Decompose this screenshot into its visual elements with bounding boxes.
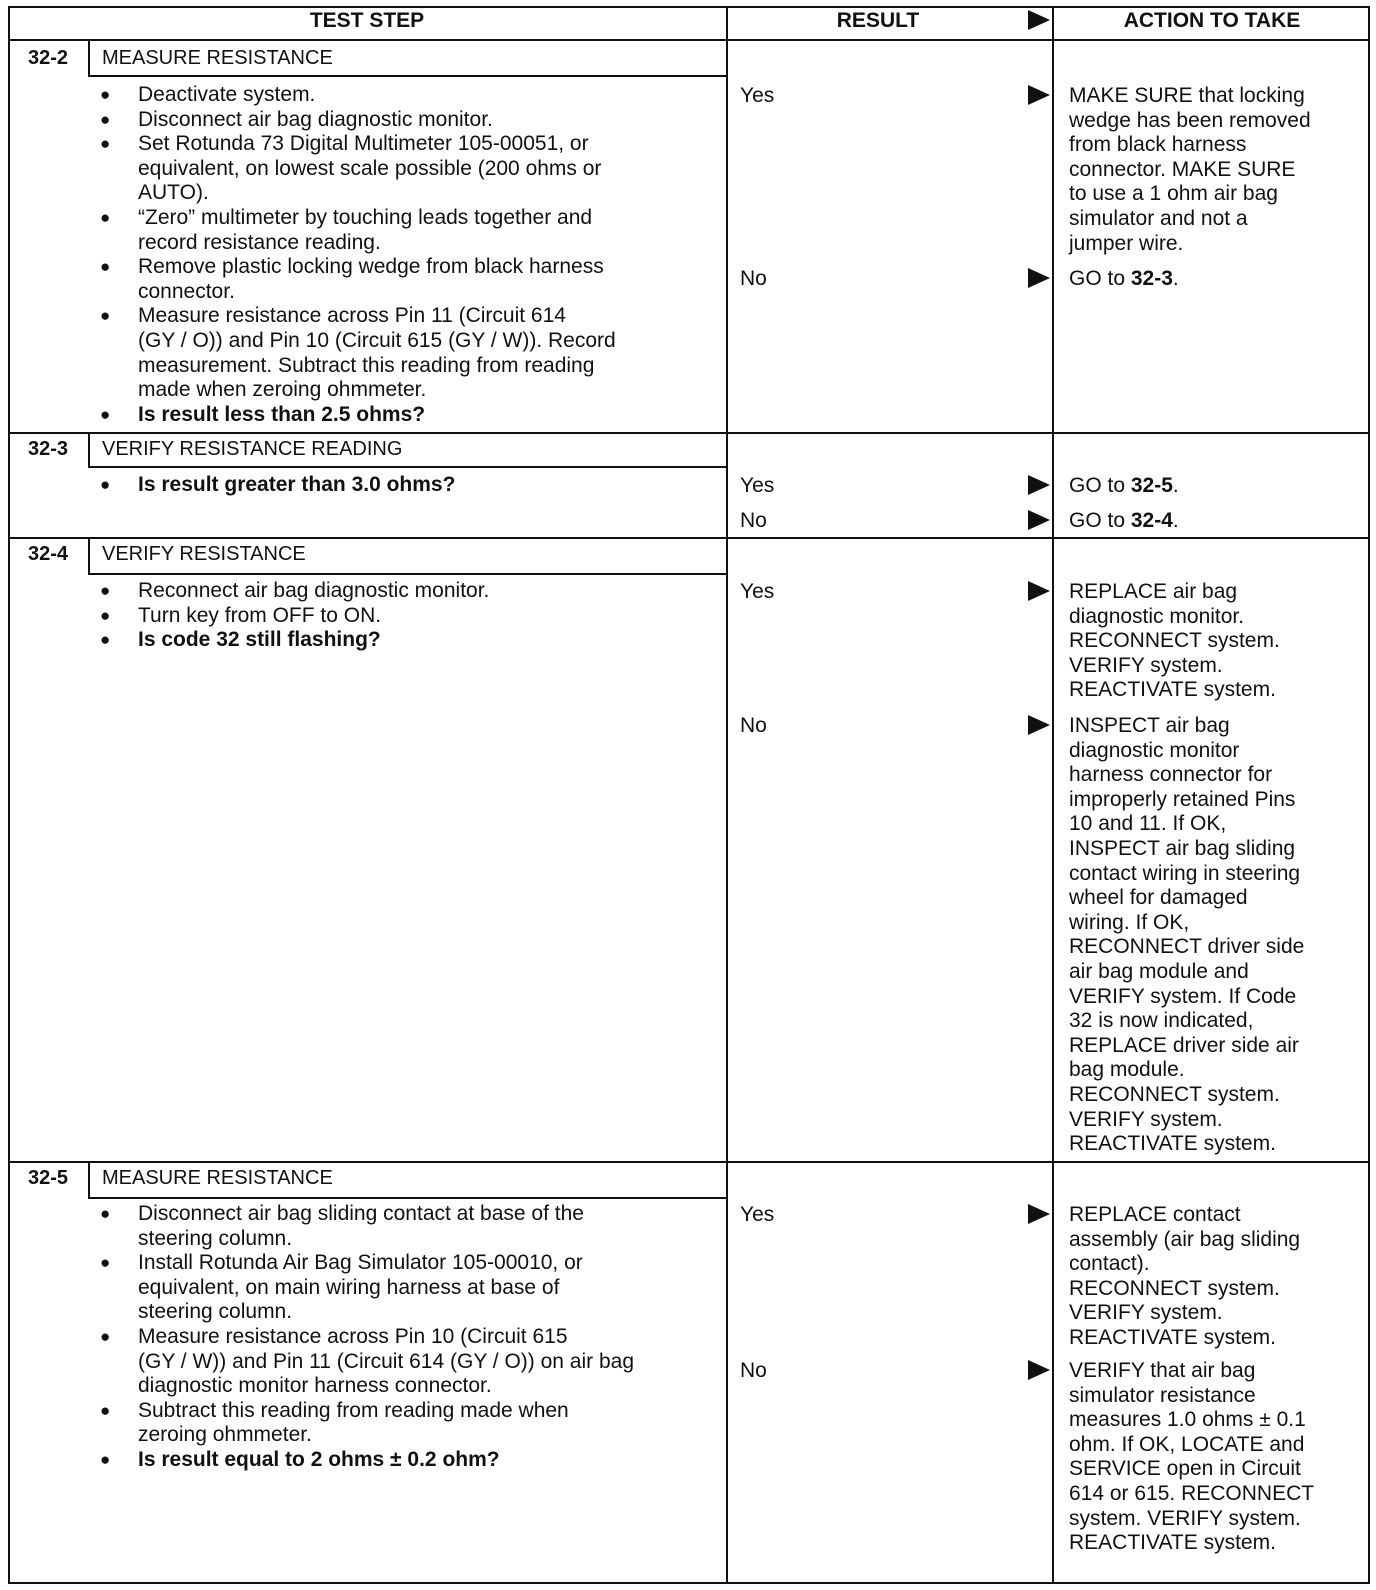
action-text [1069, 960, 1249, 985]
action-line: contact). [1069, 1252, 1150, 1276]
action-line: REACTIVATE system. [1069, 1132, 1276, 1156]
bullet-dot-icon: ● [100, 630, 111, 650]
step-instruction: Set Rotunda 73 Digital Multimeter 105-00051, or [138, 132, 589, 156]
action-text [1069, 267, 1179, 292]
action-line: SERVICE open in Circuit [1069, 1457, 1301, 1481]
action-text [1069, 837, 1295, 862]
action-line: to use a 1 ohm air bag [1069, 182, 1278, 206]
action-line: REPLACE air bag [1069, 580, 1238, 603]
action-line: simulator resistance [1069, 1383, 1256, 1407]
table-border-right [1368, 6, 1370, 1584]
step-title: MEASURE RESISTANCE [102, 47, 333, 69]
action-text [1069, 1507, 1301, 1532]
step-instruction: equivalent, on main wiring harness at base of [138, 1275, 560, 1299]
step-instruction: Install Rotunda Air Bag Simulator 105-00010, or [138, 1251, 583, 1275]
action-text [1069, 654, 1223, 679]
action-text [1069, 509, 1179, 534]
action-text [1069, 182, 1278, 207]
action-line: REPLACE contact [1069, 1203, 1241, 1226]
action-line: GO to [1069, 509, 1131, 532]
step-instruction: (GY / W)) and Pin 11 (Circuit 614 (GY / O)) on air bag [138, 1349, 635, 1373]
action-text [1069, 1531, 1276, 1556]
action-line: VERIFY that air bag [1069, 1359, 1256, 1382]
action-line: VERIFY system. If Code [1069, 984, 1297, 1008]
column-divider [726, 6, 728, 1584]
action-text [1069, 1132, 1276, 1157]
action-text [1069, 474, 1179, 499]
action-text [1069, 1301, 1223, 1326]
step-instruction: record resistance reading. [138, 230, 381, 254]
action-line: system. VERIFY system. [1069, 1506, 1301, 1530]
action-line: REPLACE driver side air [1069, 1033, 1299, 1057]
action-line: GO to [1069, 267, 1131, 290]
table-border-top [8, 6, 1370, 8]
step-title: VERIFY RESISTANCE [102, 543, 306, 565]
action-line: 614 or 615. RECONNECT [1069, 1482, 1315, 1505]
action-line: VERIFY system. [1069, 1301, 1223, 1325]
bullet-dot-icon: ● [100, 605, 111, 625]
action-line: measures 1.0 ohms ± 0.1 [1069, 1408, 1306, 1432]
step-title: VERIFY RESISTANCE READING [102, 438, 403, 460]
action-line: VERIFY system. [1069, 1107, 1223, 1131]
result-arrow-icon [1028, 715, 1050, 735]
step-number-divider [88, 432, 90, 466]
step-title: MEASURE RESISTANCE [102, 1167, 333, 1189]
action-text [1069, 911, 1189, 936]
action-text [1069, 84, 1305, 109]
result-no: No [740, 1359, 767, 1382]
result-arrow-icon [1028, 268, 1050, 288]
step-instruction: Disconnect air bag sliding contact at base of the [138, 1202, 584, 1225]
action-line: GO to [1069, 474, 1131, 497]
action-text [1069, 605, 1244, 630]
result-no: No [740, 267, 767, 290]
step-question: Is result equal to 2 ohms ± 0.2 ohm? [138, 1448, 500, 1471]
step-title-underline [88, 573, 726, 575]
column-divider [1052, 6, 1054, 1584]
result-arrow-icon [1028, 1360, 1050, 1380]
action-text [1069, 985, 1296, 1010]
step-number: 32-3 [27, 438, 69, 460]
bullet-dot-icon: ● [100, 134, 111, 154]
step-question: Is code 32 still flashing? [138, 628, 381, 652]
action-line: wiring. If OK, [1069, 910, 1190, 934]
action-line: diagnostic monitor. [1069, 604, 1245, 628]
action-text [1069, 1058, 1185, 1083]
action-line: bag module. [1069, 1058, 1185, 1082]
step-instruction: zeroing ohmmeter. [138, 1423, 312, 1447]
step-instruction: Subtract this reading from reading made when [138, 1398, 569, 1422]
action-line: assembly (air bag sliding [1069, 1227, 1301, 1251]
step-title-underline [88, 1197, 726, 1199]
action-line: wedge has been removed [1069, 108, 1311, 132]
step-instruction: “Zero” multimeter by touching leads together and [138, 206, 593, 229]
header-test-step: TEST STEP [309, 9, 425, 32]
action-line: connector. MAKE SURE [1069, 157, 1296, 181]
step-question: Is result less than 2.5 ohms? [138, 402, 426, 426]
step-instruction: steering column. [138, 1300, 293, 1324]
action-line: air bag module and [1069, 960, 1249, 983]
action-line: INSPECT air bag [1069, 714, 1230, 737]
action-text [1069, 232, 1183, 257]
action-text [1069, 109, 1311, 134]
action-line: REACTIVATE system. [1069, 1531, 1276, 1555]
bullet-dot-icon: ● [100, 1450, 111, 1469]
action-line: 10 and 11. If OK, [1069, 812, 1227, 836]
step-title-underline [88, 75, 726, 77]
step-number: 32-4 [27, 543, 69, 565]
action-text [1069, 1433, 1304, 1458]
step-instruction: Measure resistance across Pin 10 (Circuit 615 [138, 1325, 568, 1348]
step-instruction: diagnostic monitor harness connector. [138, 1374, 492, 1398]
action-line: simulator and not a [1069, 207, 1248, 230]
action-suffix: . [1172, 474, 1179, 497]
action-text [1069, 788, 1295, 813]
action-text [1069, 629, 1280, 654]
action-line: REACTIVATE system. [1069, 1326, 1276, 1349]
bullet-dot-icon: ● [100, 581, 111, 600]
action-suffix: . [1172, 509, 1179, 532]
action-text [1069, 1326, 1276, 1351]
step-instruction: made when zeroing ohmmeter. [138, 378, 427, 402]
action-line: MAKE SURE that locking [1069, 84, 1305, 107]
step-instruction: equivalent, on lowest scale possible (200 ohms or [138, 156, 602, 180]
action-text [1069, 133, 1246, 158]
result-no: No [740, 714, 767, 737]
step-number-divider [88, 537, 90, 573]
bullet-dot-icon: ● [100, 85, 111, 104]
bullet-dot-icon: ● [100, 257, 111, 277]
step-instruction: measurement. Subtract this reading from reading [138, 353, 595, 377]
action-text [1069, 207, 1248, 232]
action-text [1069, 714, 1230, 739]
action-line: 32 is now indicated, [1069, 1009, 1254, 1033]
action-line: VERIFY system. [1069, 653, 1223, 677]
header-action: ACTION TO TAKE [1123, 9, 1301, 32]
result-arrow-icon [1028, 85, 1050, 105]
step-instruction: Measure resistance across Pin 11 (Circuit 614 [138, 304, 566, 328]
action-line: RECONNECT system. [1069, 1083, 1280, 1106]
action-text [1069, 678, 1276, 703]
bullet-dot-icon: ● [100, 1327, 111, 1346]
bullet-dot-icon: ● [100, 208, 111, 227]
result-arrow-icon [1028, 1204, 1050, 1224]
result-yes: Yes [740, 84, 775, 107]
action-text [1069, 1482, 1314, 1507]
step-title-underline [88, 466, 726, 468]
action-text [1069, 1408, 1306, 1433]
action-text [1069, 1034, 1299, 1059]
action-line: jumper wire. [1069, 231, 1184, 255]
action-text [1069, 935, 1304, 960]
action-line: from black harness [1069, 133, 1247, 157]
action-line: RECONNECT system. [1069, 1276, 1280, 1300]
action-text [1069, 1203, 1241, 1228]
table-border-left [8, 6, 10, 1584]
action-text [1069, 1083, 1280, 1108]
step-instruction: (GY / O)) and Pin 10 (Circuit 615 (GY / W)). Record [138, 329, 616, 352]
step-instruction: Reconnect air bag diagnostic monitor. [138, 579, 490, 602]
step-instruction: connector. [138, 279, 235, 303]
action-line: harness connector for [1069, 763, 1273, 787]
action-text [1069, 1277, 1280, 1302]
table-border-bottom [8, 1582, 1370, 1584]
header-result: RESULT [836, 9, 920, 32]
step-instruction: Turn key from OFF to ON. [138, 603, 382, 627]
header-divider [1052, 39, 1370, 41]
step-instruction: Disconnect air bag diagnostic monitor. [138, 107, 493, 131]
action-line: diagnostic monitor [1069, 738, 1240, 762]
step-instruction: Remove plastic locking wedge from black harness [138, 255, 604, 279]
header-arrow-icon [1028, 10, 1050, 30]
step-number-divider [88, 1161, 90, 1197]
result-arrow-icon [1028, 475, 1050, 495]
result-yes: Yes [740, 474, 775, 497]
bullet-dot-icon: ● [100, 404, 111, 424]
action-step-ref: 32-5 [1130, 474, 1173, 497]
result-arrow-icon [1028, 581, 1050, 601]
action-text [1069, 862, 1300, 887]
action-text [1069, 1359, 1255, 1384]
action-text [1069, 580, 1237, 605]
action-text [1069, 158, 1295, 183]
bullet-dot-icon: ● [100, 1253, 111, 1273]
action-line: ohm. If OK, LOCATE and [1069, 1432, 1305, 1456]
step-number: 32-5 [27, 1167, 69, 1189]
bullet-dot-icon: ● [100, 475, 111, 494]
action-text [1069, 1108, 1223, 1133]
action-line: improperly retained Pins [1069, 787, 1296, 811]
result-arrow-icon [1028, 510, 1050, 530]
action-text [1069, 739, 1239, 764]
action-text [1069, 763, 1272, 788]
action-text [1069, 812, 1226, 837]
step-question: Is result greater than 3.0 ohms? [138, 473, 456, 496]
action-text [1069, 1384, 1256, 1409]
bullet-dot-icon: ● [100, 306, 111, 326]
action-text [1069, 1228, 1300, 1253]
header-divider [726, 39, 1052, 41]
action-line: REACTIVATE system. [1069, 678, 1276, 702]
result-no: No [740, 509, 767, 532]
result-yes: Yes [740, 1203, 775, 1226]
bullet-dot-icon: ● [100, 109, 111, 129]
result-yes: Yes [740, 580, 775, 603]
step-instruction: Deactivate system. [138, 83, 316, 106]
action-step-ref: 32-3 [1130, 267, 1173, 290]
step-number-divider [88, 41, 90, 75]
action-line: INSPECT air bag sliding [1069, 837, 1296, 860]
action-line: wheel for damaged [1069, 886, 1248, 910]
bullet-dot-icon: ● [100, 1204, 111, 1223]
bullet-dot-icon: ● [100, 1400, 111, 1420]
action-text [1069, 1457, 1301, 1482]
diagnostic-table [8, 6, 1370, 1584]
action-line: contact wiring in steering [1069, 861, 1301, 885]
action-suffix: . [1172, 267, 1179, 290]
action-text [1069, 1252, 1150, 1277]
step-instruction: steering column. [138, 1226, 293, 1250]
action-text [1069, 1009, 1253, 1034]
action-line: RECONNECT driver side [1069, 935, 1305, 959]
action-text [1069, 886, 1248, 911]
step-instruction: AUTO). [138, 181, 209, 205]
action-line: RECONNECT system. [1069, 629, 1280, 653]
step-number: 32-2 [27, 47, 69, 69]
action-step-ref: 32-4 [1130, 509, 1173, 532]
